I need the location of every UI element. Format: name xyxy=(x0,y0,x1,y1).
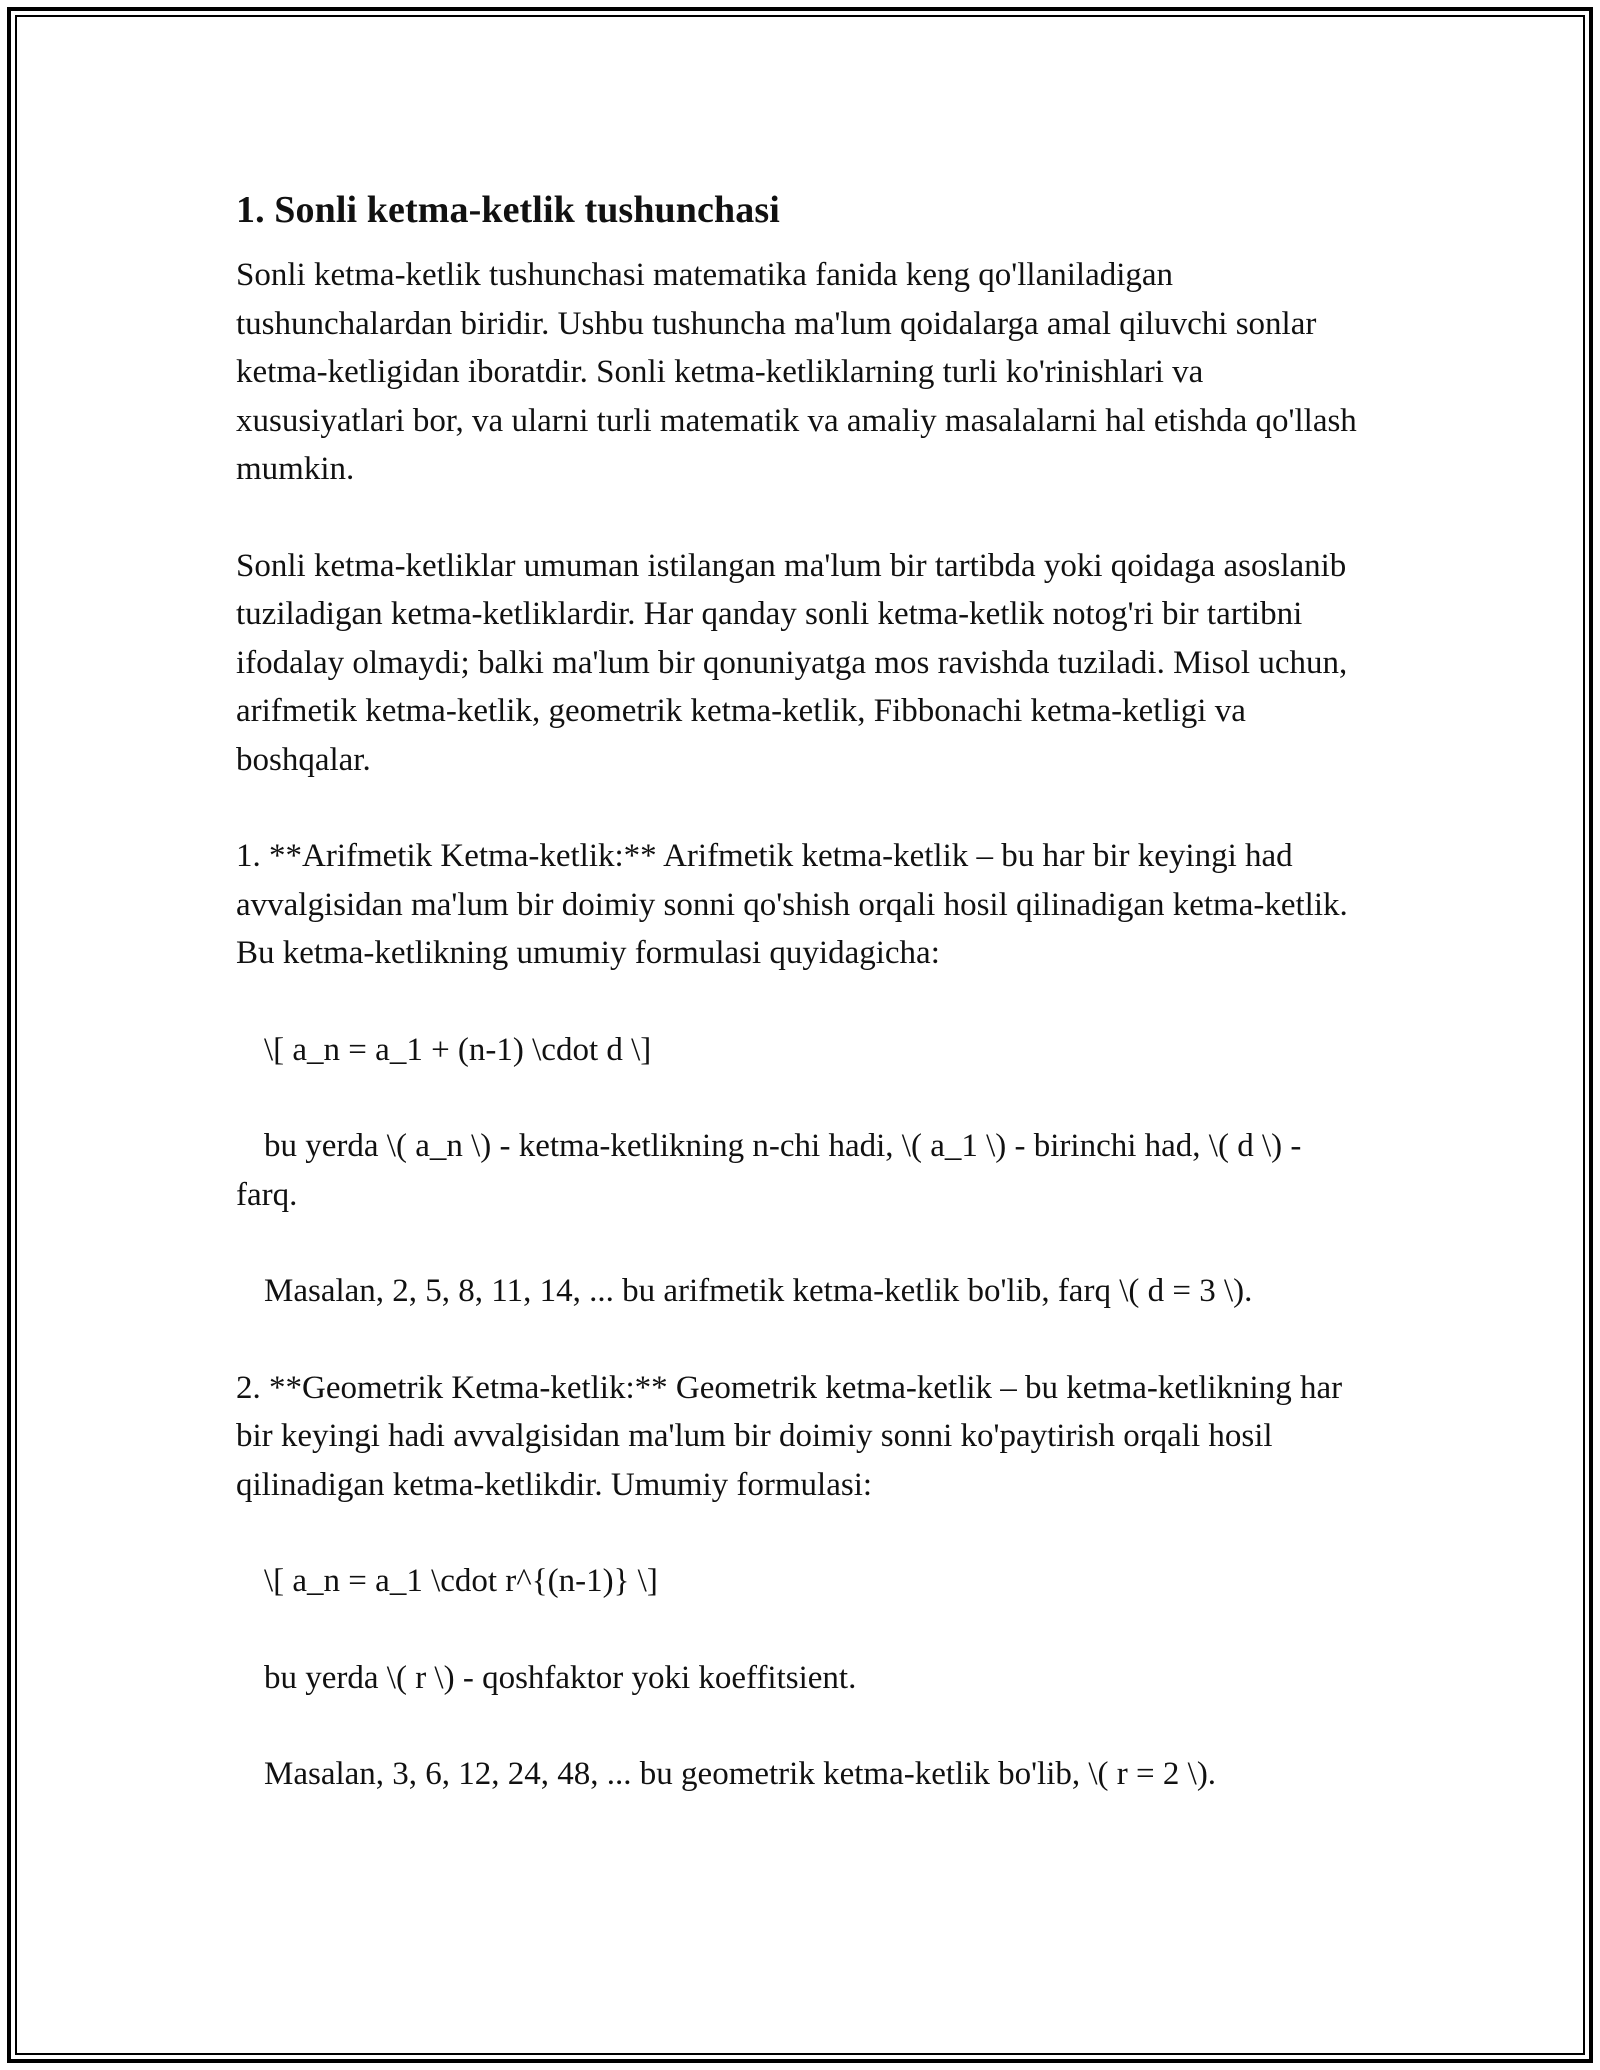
paragraph-arithmetic: 1. **Arifmetik Ketma-ketlik:** Arifmetik ketma-ketlik – bu har bir keyingi had avvalgisidan ma'lum bir doimiy sonni qo'shish orqali hosil qilinadigan ketma-ketlik. Bu ketma-ketlikning umumiy formulasi quyidagicha: xyxy=(236,838,1348,971)
formula-arithmetic: \[ a_n = a_1 + (n-1) \cdot d \] xyxy=(264,1031,652,1068)
paragraph-intro: Sonli ketma-ketlik tushunchasi matematika fanida keng qo'llaniladigan tushunchalardan biridir. Ushbu tushuncha ma'lum qoidalarga amal qiluvchi sonlar ketma-ketligidan iboratdir. Sonli ketma-ketliklarning turli ko'rinishlari va xususiyatlari bor, va ularni turli matematik va amaliy masalalarni hal etishda qo'llash mumkin. xyxy=(236,257,1357,487)
section-heading: 1. Sonli ketma-ketlik tushunchasi xyxy=(236,189,780,231)
paragraph-geometric-example: Masalan, 3, 6, 12, 24, 48, ... bu geometrik ketma-ketlik bo'lib, \( r = 2 \). xyxy=(264,1756,1217,1792)
paragraph-arithmetic-example: Masalan, 2, 5, 8, 11, 14, ... bu arifmetik ketma-ketlik bo'lib, farq \( d = 3 \). xyxy=(264,1273,1253,1309)
paragraph-definition: Sonli ketma-ketliklar umuman istilangan ma'lum bir tartibda yoki qoidaga asoslanib tuziladigan ketma-ketliklardir. Har qanday sonli ketma-ketlik notog'ri bir tartibni ifodalay olmaydi; balki ma'lum bir qonuniyatga mos ravishda tuziladi. Misol uchun, arifmetik ketma-ketlik, geometrik ketma-ketlik, Fibbonachi ketma-ketligi va boshqalar. xyxy=(236,547,1348,778)
document-body xyxy=(236,186,1366,1799)
paragraph-geometric-terms: bu yerda \( r \) - qoshfaktor yoki koeffitsient. xyxy=(264,1659,857,1696)
paragraph-arithmetic-terms: bu yerda \( a_n \) - ketma-ketlikning n-chi hadi, \( a_1 \) - birinchi had, \( d \) - farq. xyxy=(236,1128,1302,1213)
formula-geometric: \[ a_n = a_1 \cdot r^{(n-1)} \] xyxy=(264,1563,658,1599)
paragraph-geometric: 2. **Geometrik Ketma-ketlik:** Geometrik ketma-ketlik – bu ketma-ketlikning har bir keyingi hadi avvalgisidan ma'lum bir doimiy sonni ko'paytirish orqali hosil qilinadigan ketma-ketlikdir. Umumiy formulasi: xyxy=(236,1369,1343,1503)
